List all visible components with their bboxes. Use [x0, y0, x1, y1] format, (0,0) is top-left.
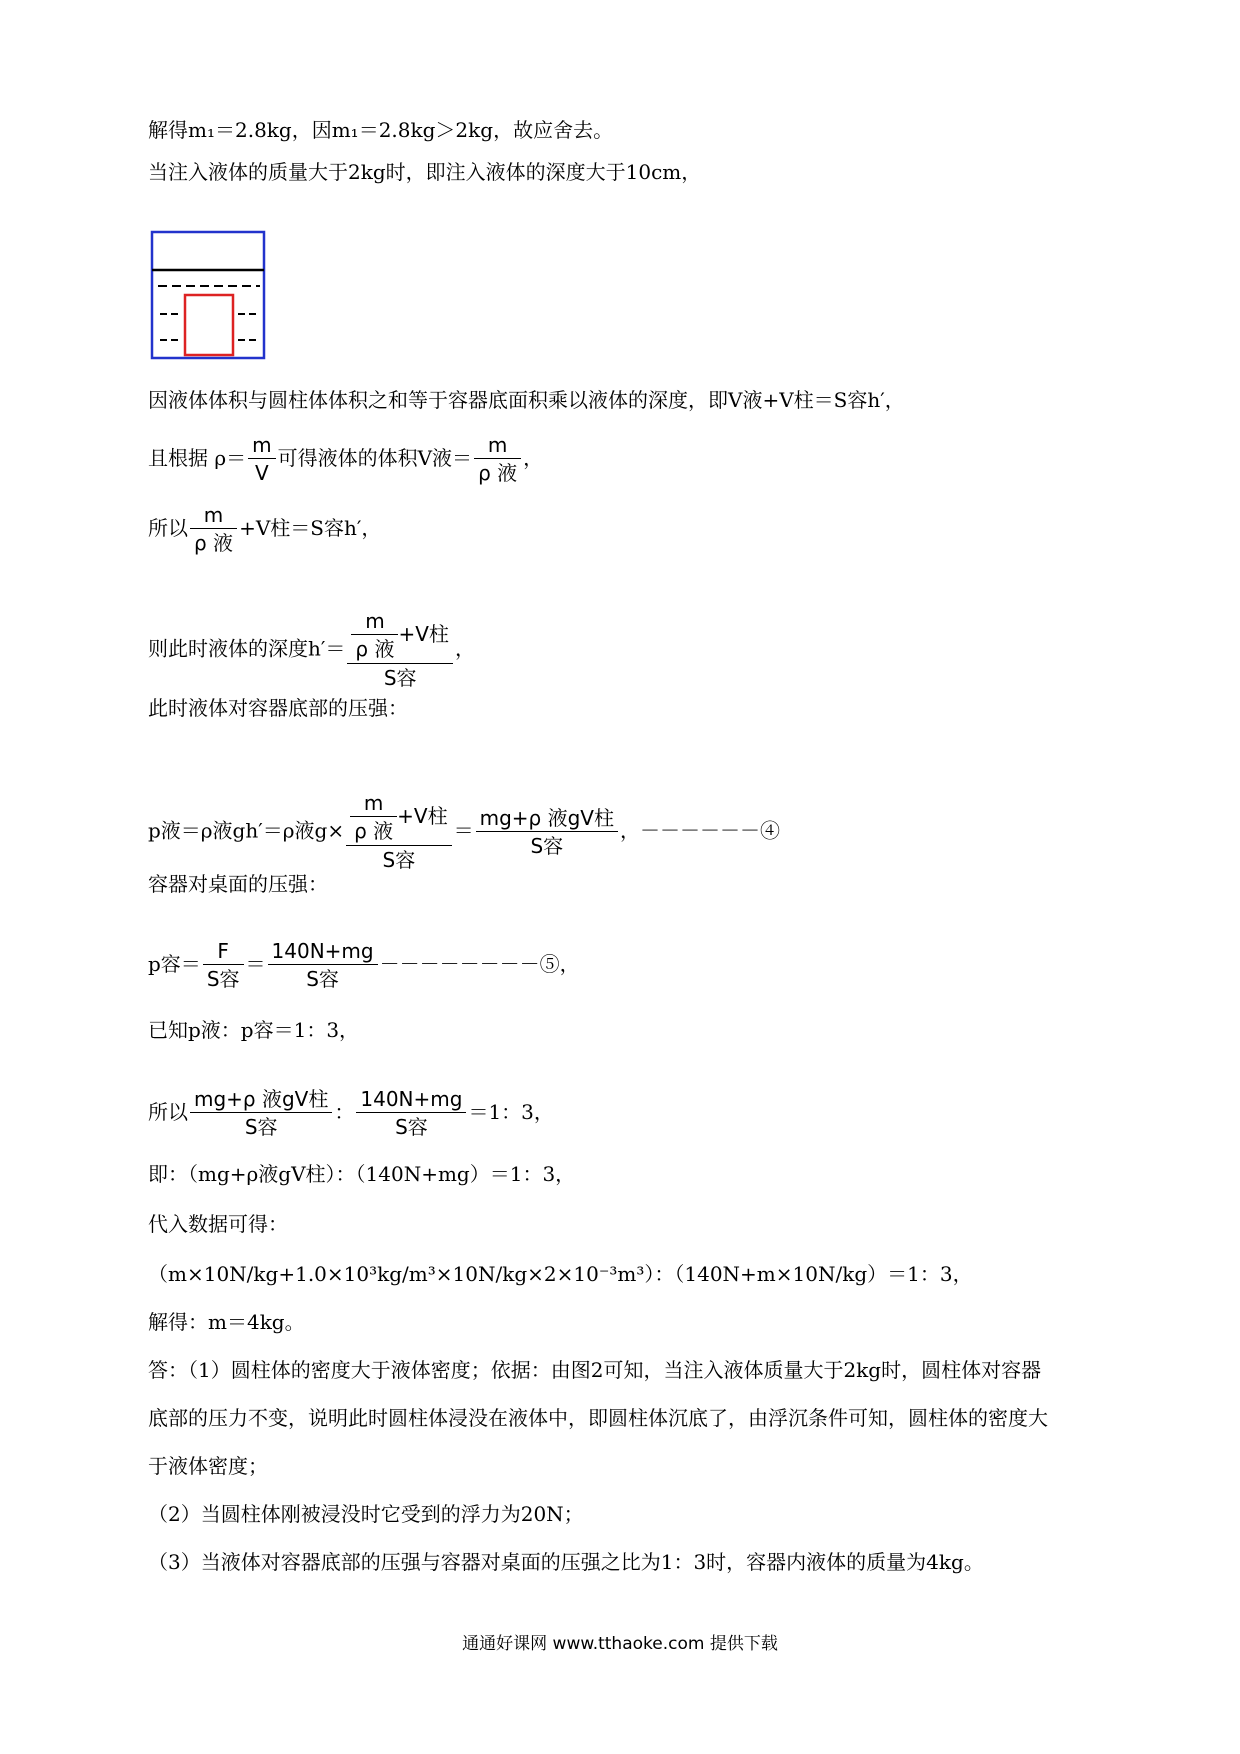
text-segment: 可得液体的体积V液＝	[277, 446, 473, 470]
text-line: （m×10N/kg+1.0×10³kg/m³×10N/kg×2×10⁻³m³）：（140N+m×10N/kg）＝1：3，	[148, 1262, 973, 1286]
text-segment: 所以	[148, 516, 188, 540]
text-segment: p容＝	[148, 952, 201, 976]
fraction-depth: $\frac{m}{\text{ρ 液}}$ +V柱 S容	[347, 608, 453, 692]
text-segment: ，－－－－－－④	[620, 818, 780, 843]
text-segment: ＝	[453, 818, 474, 843]
text-line: 已知p液：p容＝1：3，	[148, 1018, 360, 1042]
container-diagram	[150, 230, 268, 362]
fraction-m-over-rho: $\frac{m}{\text{ρ 液}}$	[190, 502, 237, 557]
text-line: 因液体体积与圆柱体体积之和等于容器底面积乘以液体的深度，即V液+V柱＝S容h′，	[148, 388, 905, 412]
answer-line: （3）当液体对容器底部的压强与容器对桌面的压强之比为1：3时，容器内液体的质量为4kg。	[148, 1550, 984, 1574]
formula-line	[148, 608, 475, 692]
fraction-container-pressure: $\frac{140N+mg}{\text{S容}}$	[356, 1086, 466, 1141]
text-segment: 所以	[148, 1100, 188, 1124]
text-segment: －－－－－－－－⑤，	[379, 952, 580, 976]
text-segment: ＝	[245, 952, 266, 976]
text-line: 解得m₁＝2.8kg，因m₁＝2.8kg＞2kg，故应舍去。	[148, 118, 614, 142]
fraction-container-pressure: $\frac{140N+mg}{\text{S容}}$	[268, 938, 378, 993]
text-segment: ＝1：3，	[468, 1100, 554, 1124]
fraction-m-over-V: $\frac{m}{V}$	[248, 432, 275, 487]
text-segment: 且根据 ρ＝	[148, 446, 247, 470]
answer-line: 底部的压力不变，说明此时圆柱体浸没在液体中，即圆柱体沉底了，由浮沉条件可知，圆柱体的密度大	[148, 1406, 1048, 1430]
answer-line: 于液体密度；	[148, 1454, 268, 1478]
cylinder-shape	[185, 295, 233, 355]
formula-line	[148, 1086, 554, 1141]
text-segment: 则此时液体的深度h′＝	[148, 636, 346, 661]
formula-line	[148, 790, 780, 874]
answer-line: 答：（1）圆柱体的密度大于液体密度；依据：由图2可知，当注入液体质量大于2kg时，圆柱体对容器	[148, 1358, 1042, 1382]
fraction-liquid-pressure: $\frac{\text{mg+ρ 液gV柱}}{\text{S容}}$	[476, 805, 618, 860]
text-line: 此时液体对容器底部的压强：	[148, 696, 408, 720]
text-line: 解得：m＝4kg。	[148, 1310, 305, 1334]
text-line: 当注入液体的质量大于2kg时，即注入液体的深度大于10cm，	[148, 160, 702, 184]
fraction-liquid-pressure: $\frac{\text{mg+ρ 液gV柱}}{\text{S容}}$	[190, 1086, 332, 1141]
text-segment: ，	[523, 446, 544, 470]
fraction-m-over-rho: $\frac{m}{\text{ρ 液}}$	[474, 432, 521, 487]
text-segment: p液＝ρ液gh′＝ρ液g×	[148, 818, 345, 843]
page-footer: 通通好课网 www.tthaoke.com 提供下载	[462, 1634, 778, 1654]
answer-line: （2）当圆柱体刚被浸没时它受到的浮力为20N；	[148, 1502, 584, 1526]
text-segment: ，	[454, 636, 475, 661]
text-segment: +V柱＝S容h′，	[239, 516, 382, 540]
formula-line	[148, 502, 381, 557]
text-line: 容器对桌面的压强：	[148, 872, 328, 896]
fraction-depth: $\frac{m}{\text{ρ 液}}$ +V柱 S容	[346, 790, 452, 874]
text-line: 即：（mg+ρ液gV柱）：（140N+mg）＝1：3，	[148, 1162, 576, 1186]
formula-line	[148, 432, 543, 487]
text-segment: ：	[334, 1100, 355, 1124]
formula-line	[148, 938, 580, 993]
text-line: 代入数据可得：	[148, 1212, 288, 1236]
fraction-F-over-S: $\frac{F}{\text{S容}}$	[203, 938, 244, 993]
